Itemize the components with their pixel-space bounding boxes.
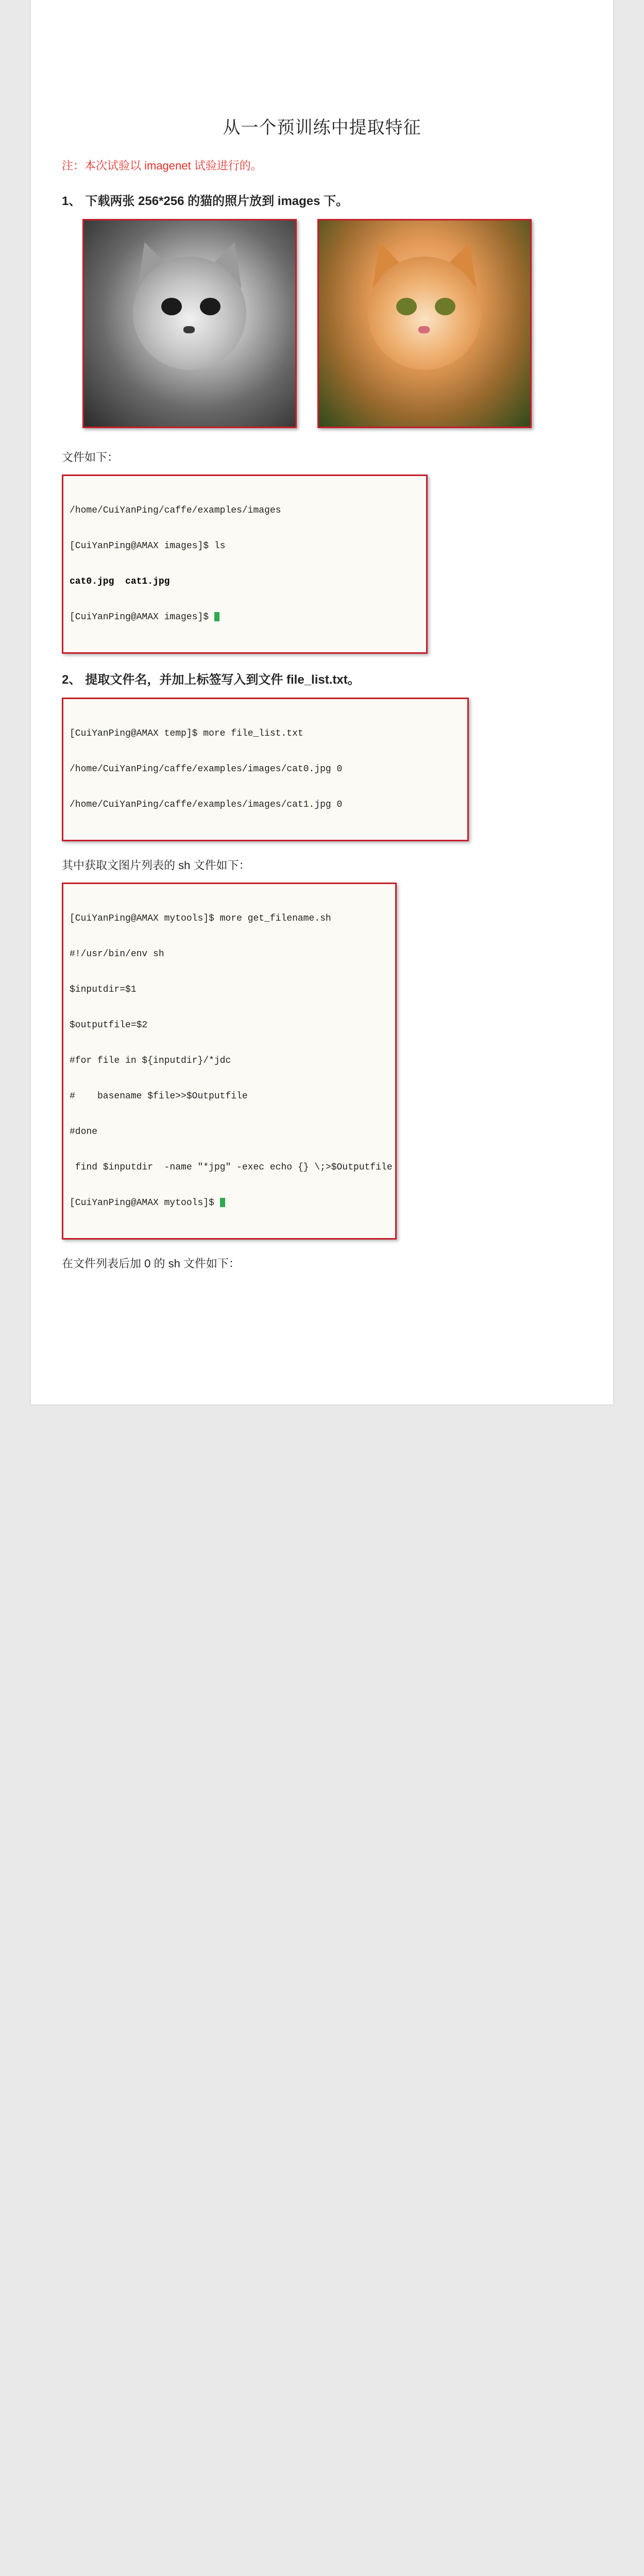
- step-text: 下载两张 256*256 的猫的照片放到 images 下。: [85, 194, 349, 208]
- terminal-line: find $inputdir -name "*jpg" -exec echo {} \;>$Outputfile: [70, 1162, 393, 1173]
- experiment-note: 注：本次试验以 imagenet 试验进行的。: [62, 159, 262, 172]
- terminal-line: [CuiYanPing@AMAX temp]$ more file_list.txt: [70, 728, 303, 739]
- terminal-line: [70, 612, 420, 623]
- terminal-prompt: [CuiYanPing@AMAX images]$: [70, 612, 214, 622]
- terminal-line: # basename $file>>$Outputfile: [70, 1091, 248, 1101]
- terminal-line: $outputfile=$2: [70, 1020, 148, 1030]
- step-1-heading: [62, 191, 582, 209]
- terminal-line: [70, 1197, 389, 1209]
- cat-eye-left: [396, 298, 417, 315]
- step-2-heading: [62, 669, 582, 687]
- cat-face: [368, 257, 481, 370]
- terminal-images-listing: [62, 474, 428, 654]
- terminal-line: #for file in ${inputdir}/*jdc: [70, 1056, 231, 1066]
- document-page: [31, 0, 613, 1404]
- cat-face: [133, 257, 246, 370]
- script-label: 其中获取文图片列表的 sh 文件如下：: [62, 859, 250, 872]
- terminal-line: [CuiYanPing@AMAX mytools]$ more get_filename.sh: [70, 913, 331, 924]
- cat-eye-right: [435, 298, 455, 315]
- terminal-line: [CuiYanPing@AMAX images]$ ls: [70, 541, 226, 551]
- cat-photo-color: [317, 219, 532, 428]
- cat-nose: [418, 326, 430, 333]
- file-list-label: 文件如下：: [62, 451, 119, 464]
- step-text: 提取文件名，并加上标签写入到文件 file_list.txt。: [85, 673, 360, 687]
- cat-photo-grayscale: [82, 219, 297, 428]
- cursor-icon: [214, 612, 219, 621]
- terminal-file-list: [62, 698, 469, 841]
- document-title: 从一个预训练中提取特征: [223, 118, 421, 138]
- cat-eye-left: [161, 298, 182, 315]
- append-zero-label: 在文件列表后加 0 的 sh 文件如下：: [62, 1257, 240, 1270]
- terminal-prompt: [CuiYanPing@AMAX mytools]$: [70, 1198, 220, 1208]
- step-number: 2、: [62, 673, 81, 687]
- cat-eye-right: [200, 298, 221, 315]
- cat-nose: [183, 326, 195, 333]
- cursor-icon: [220, 1198, 225, 1207]
- cat-photos: [82, 219, 582, 428]
- terminal-line: #done: [70, 1127, 98, 1137]
- terminal-line: /home/CuiYanPing/caffe/examples/images/cat0.jpg 0: [70, 764, 343, 774]
- terminal-line: /home/CuiYanPing/caffe/examples/images/cat1.jpg 0: [70, 800, 343, 810]
- terminal-line: #!/usr/bin/env sh: [70, 949, 164, 959]
- terminal-line: /home/CuiYanPing/caffe/examples/images: [70, 505, 281, 516]
- step-number: 1、: [62, 194, 81, 208]
- page-bottom-space: [62, 1281, 582, 1374]
- terminal-get-filename-script: [62, 883, 397, 1240]
- terminal-line: $inputdir=$1: [70, 985, 137, 995]
- terminal-line: cat0.jpg cat1.jpg: [70, 577, 170, 587]
